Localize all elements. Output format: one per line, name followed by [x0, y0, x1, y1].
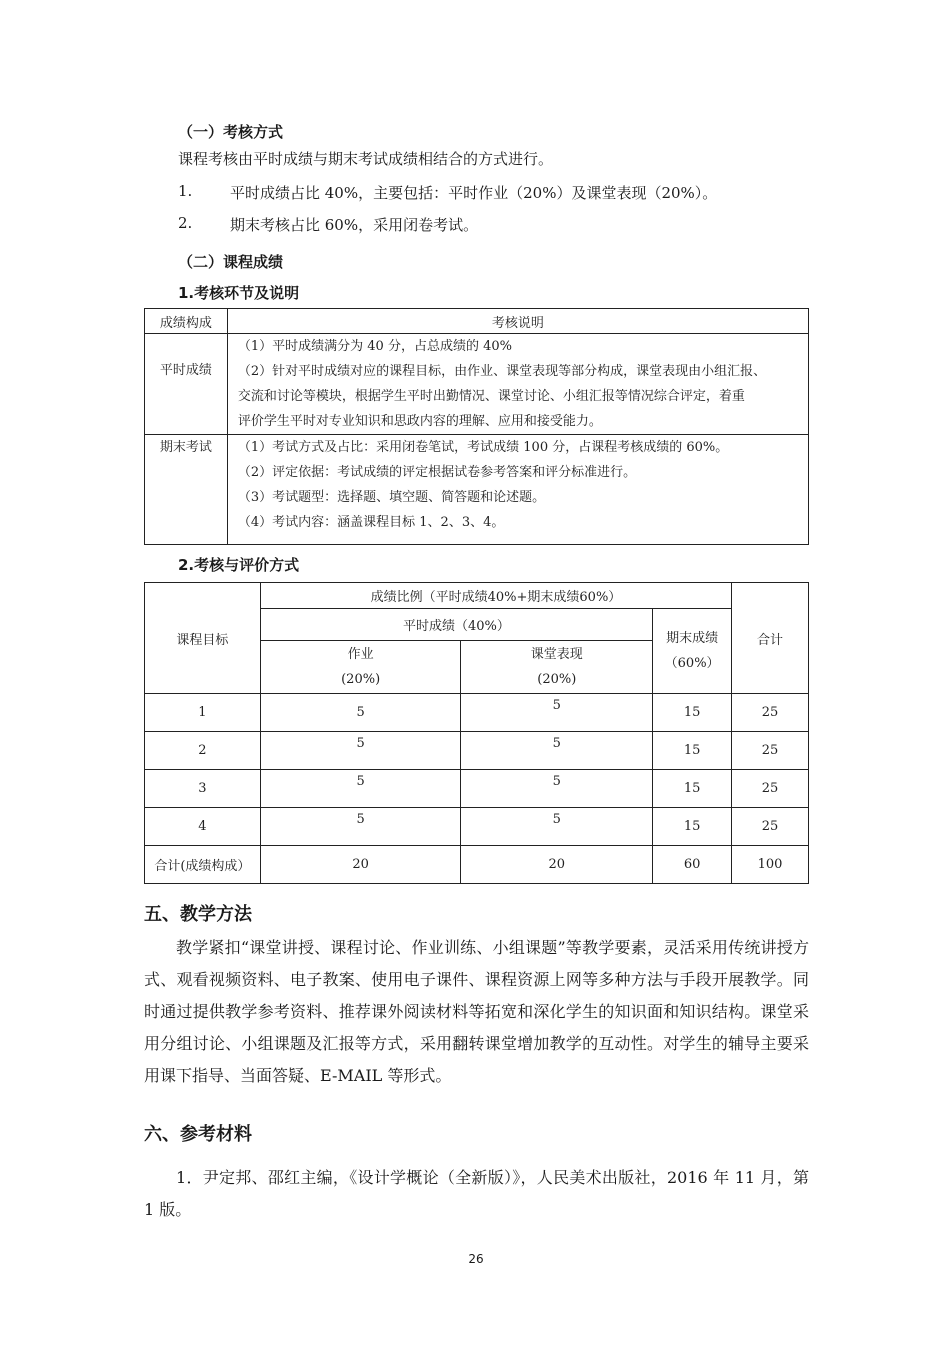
- row-desc-final: [227, 435, 808, 545]
- final-header-label: 期末成绩: [666, 631, 719, 646]
- assessment-links-subheading: 1.考核环节及说明: [178, 284, 300, 302]
- desc-line: （2）针对平时成绩对应的课程目标，由作业、课堂表现等部分构成，课堂表现由小组汇报、: [237, 364, 767, 379]
- teaching-method-paragraph: 教学紧扣“课堂讲授、课程讨论、作业训练、小组课题”等教学要素，灵活采用传统讲授方式、观看视频资料、电子教案、使用电子课件、课程资源上网等多种方法与手段开展教学。同时通过提供教学参考资料、推荐课外阅读材料等拓宽和深化学生的知识面和知识结构。课堂采用分组讨论、小组课题及汇报等方式，采用翻转课堂增加教学的互动性。对学生的辅导主要采用课下指导、当面答疑、E-MAIL 等形式。: [144, 938, 809, 1085]
- goal-cell: 合计(成绩构成）: [145, 846, 261, 884]
- total-header: 合计: [732, 583, 809, 694]
- evaluation-method-subheading: 2.考核与评价方式: [178, 556, 300, 574]
- page-number: 26: [468, 1252, 484, 1266]
- goal-cell: 1: [145, 694, 261, 732]
- course-grade-heading: （二）课程成绩: [178, 253, 284, 271]
- desc-line: （3）考试题型：选择题、填空题、简答题和论述题。: [237, 490, 546, 505]
- table-header-cell: 成绩构成: [145, 309, 228, 334]
- list-item-number: 2.: [178, 214, 193, 232]
- class-label: 课堂表现: [530, 647, 583, 662]
- goal-cell: 3: [145, 770, 261, 808]
- class-cell: 5: [461, 694, 653, 732]
- class-cell: 5: [461, 808, 653, 846]
- final-cell: 15: [653, 770, 732, 808]
- course-goal-header: 课程目标: [145, 583, 261, 694]
- list-item-text: 平时成绩占比 40%，主要包括：平时作业（20%）及课堂表现（20%）。: [230, 184, 718, 202]
- final-cell: 15: [653, 732, 732, 770]
- desc-line: 交流和讨论等模块，根据学生平时出勤情况、课堂讨论、小组汇报等情况综合评定，着重: [237, 389, 745, 404]
- class-performance-header: [461, 641, 653, 694]
- class-cell: 5: [461, 732, 653, 770]
- homework-cell: 5: [260, 732, 461, 770]
- table-row: [145, 694, 809, 732]
- list-item-1: [178, 182, 718, 202]
- list-item-text: 期末考核占比 60%，采用闭卷考试。: [230, 216, 479, 234]
- final-cell: 15: [653, 808, 732, 846]
- desc-line: 评价学生平时对专业知识和思政内容的理解、应用和接受能力。: [237, 414, 602, 429]
- homework-cell: 20: [260, 846, 461, 884]
- desc-line: （1）考试方式及占比：采用闭卷笔试，考试成绩 100 分，占课程考核成绩的 60%。: [237, 440, 729, 455]
- table-row: [145, 732, 809, 770]
- total-cell: 100: [732, 846, 809, 884]
- total-cell: 25: [732, 694, 809, 732]
- table-header-cell: 考核说明: [227, 309, 808, 334]
- homework-cell: 5: [260, 770, 461, 808]
- final-cell: 15: [653, 694, 732, 732]
- reference-materials-heading: 六、参考材料: [144, 1124, 252, 1145]
- final-header-pct: （60%）: [664, 656, 720, 671]
- usual-grade-header: 平时成绩（40%）: [260, 609, 652, 641]
- class-pct: (20%): [537, 672, 577, 687]
- desc-line: （1）平时成绩满分为 40 分，占总成绩的 40%: [237, 339, 512, 354]
- assessment-table: [144, 308, 809, 545]
- final-grade-header: [653, 609, 732, 694]
- assessment-intro: 课程考核由平时成绩与期末考试成绩相结合的方式进行。: [178, 150, 554, 168]
- desc-line: （4）考试内容：涵盖课程目标 1、2、3、4。: [237, 515, 505, 530]
- teaching-method-heading: 五、教学方法: [144, 904, 252, 925]
- final-cell: 60: [653, 846, 732, 884]
- total-cell: 25: [732, 808, 809, 846]
- grade-ratio-table: [144, 582, 809, 884]
- homework-pct: (20%): [341, 672, 381, 687]
- goal-cell: 4: [145, 808, 261, 846]
- total-cell: 25: [732, 770, 809, 808]
- reference-paragraph: 1．尹定邦、邵红主编，《设计学概论（全新版）》，人民美术出版社，2016 年 11 月，第 1 版。: [144, 1168, 809, 1219]
- desc-line: （2）评定依据：考试成绩的评定根据试卷参考答案和评分标准进行。: [237, 465, 637, 480]
- table-row-total: [145, 846, 809, 884]
- class-cell: 5: [461, 770, 653, 808]
- table-row: [145, 770, 809, 808]
- row-desc-usual: [227, 334, 808, 435]
- list-item-2: [178, 214, 479, 234]
- class-cell: 20: [461, 846, 653, 884]
- ratio-header: 成绩比例（平时成绩40%+期末成绩60%）: [260, 583, 731, 609]
- homework-label: 作业: [347, 647, 374, 662]
- goal-cell: 2: [145, 732, 261, 770]
- list-item-number: 1.: [178, 182, 193, 200]
- homework-cell: 5: [260, 808, 461, 846]
- assessment-method-heading: （一）考核方式: [178, 123, 284, 141]
- total-cell: 25: [732, 732, 809, 770]
- homework-header: [260, 641, 461, 694]
- homework-cell: 5: [260, 694, 461, 732]
- row-label-usual: 平时成绩: [145, 334, 228, 435]
- row-label-final: 期末考试: [145, 435, 228, 545]
- table-row: [145, 808, 809, 846]
